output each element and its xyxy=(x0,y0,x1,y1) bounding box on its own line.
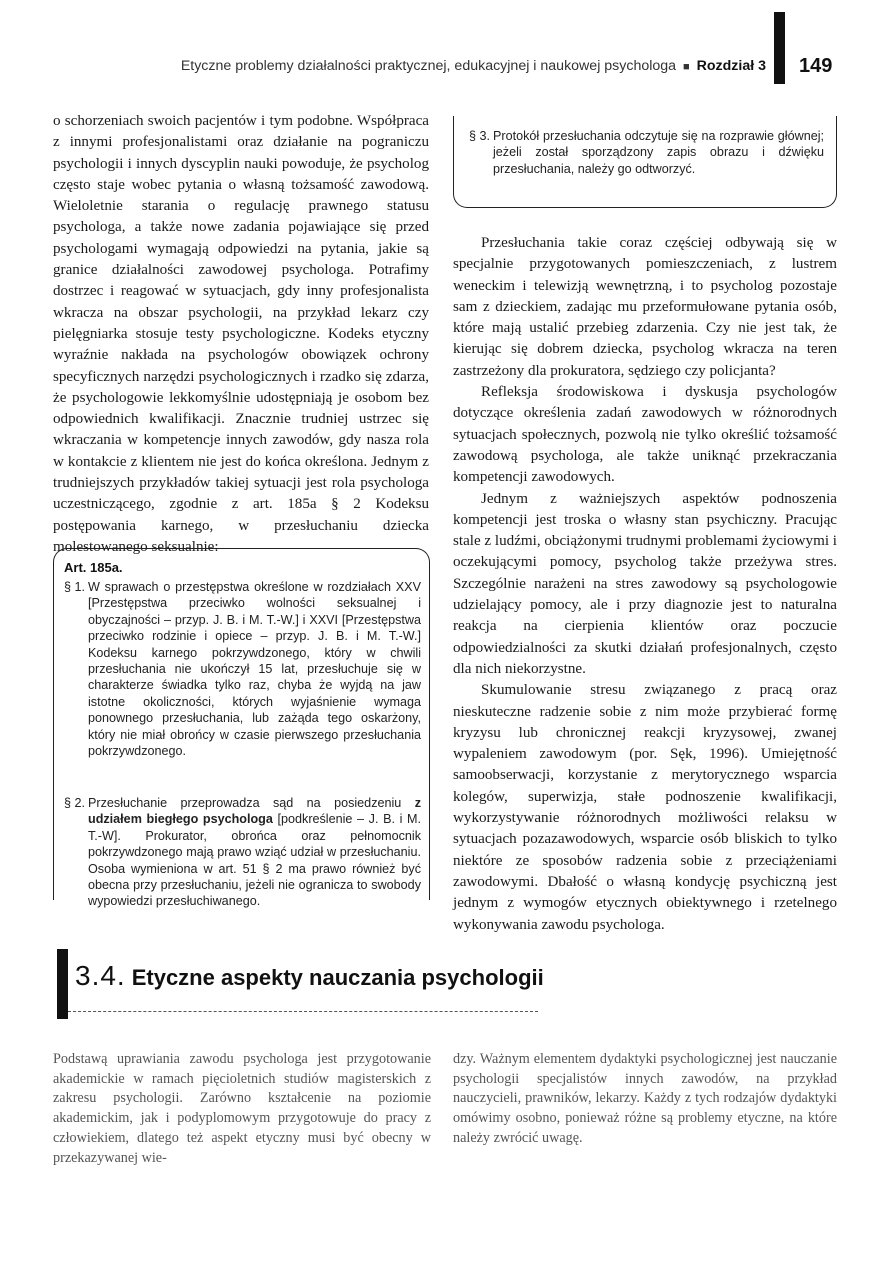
section-number: 3.4. xyxy=(75,960,126,991)
right-paragraph: Skumulowanie stresu związanego z pracą oraz nieskuteczne radzenie sobie z nim może przybierać formę kryzysu lub chronicznej reakcji kryzysowej, zwanej wypaleniem zawodowym (por. Sęk, 1996). Umiejętność samoobserwacji, korzystanie z merytorycznego wsparcia kolegów, superwizja, stałe podnoszenie kwalifikacji, wykorzystywanie różnorodnych możliwości relaksu w sytuacjach pozazawodowych, wsparcie osób bliskich to tylko niektóre ze sposobów radzenia sobie z przeciążeniami zawodowymi. Dbałość o własną kondycję psychiczną jest jednym z wymogów etycznych obiektywnego i rzetelnego wykonywania zawodu psychologa. xyxy=(453,682,837,933)
article-item-text-before: Przesłuchanie przeprowadza sąd na posiedzeniu xyxy=(88,796,415,810)
article-item-text: W sprawach o przestępstwa określone w rozdziałach XXV [Przestępstwa przeciwko wolności seksualnej i obyczajności – przyp. J. B. i M. T.-W.] i XXVI [Przestępstwa przeciwko rodzinie i opiece – przyp. J. B. i M. T.-W.] Kodeksu karnego pokrzywdzonego, który w chwili przesłuchania nie ukończył 15 lat, przesłuchuje się w charakterze świadka tylko raz, chyba że wyjdą na jaw istotne okoliczności, których wyjaśnienie wymaga ponownego przesłuchania, lub zażąda tego oskarżony, który nie miał obrońcy w czasie pierwszego przesłuchania pokrzywdzonego. xyxy=(88,580,421,759)
header-rule xyxy=(774,12,785,84)
chapter-label: Rozdział 3 xyxy=(696,58,766,74)
page-number: 149 xyxy=(799,55,833,77)
right-column xyxy=(453,233,837,936)
section-bar xyxy=(57,949,68,1019)
paragraph-box-text: Protokół przesłuchania odczytuje się na rozprawie głównej; jeżeli został sporządzony zapis obrazu i dźwięku przesłuchania, należy go odtworzyć. xyxy=(493,129,824,176)
section-heading xyxy=(75,960,544,992)
bottom-left-column: Podstawą uprawiania zawodu psychologa jest przygotowanie akademickie w ramach pięcioletnich studiów magisterskich z zakresu psychologii. Zarówno kształcenie na poziomie akademickim, jak i podyplomowym przygotowuje do pracy z człowiekiem, dlatego też aspekt etyczny musi być obecny w przekazywanej wie- xyxy=(53,1051,431,1166)
article-item xyxy=(64,579,421,789)
right-paragraph: Jednym z ważniejszych aspektów podnoszenia kompetencji jest troska o własny stan psychiczny. Pracując stale z ludźmi, obciążonymi trudnymi problemami życiowymi i oczekującymi pomocy, psycholog także przeżywa stres. Szczególnie narażeni na stres zawodowy są psychologowie udzielający pomocy, ale i przy diagnozie jest to naturalna reakcja na cierpienia klientów oraz poczucie odpowiedzialności za skutki działań profesjonalnych, często dla nich niekorzystne. xyxy=(453,490,837,677)
article-item-text-bold: z udziałem biegłego psychologa xyxy=(88,796,421,827)
article-item-number: § 1. xyxy=(64,580,86,594)
section-rule xyxy=(68,1011,538,1012)
right-paragraph: Refleksja środowiskowa i dyskusja psychologów dotyczące określenia zadań zawodowych w różnorodnych sytuacjach społecznych, pozwolą nie tylko określić tożsamość zawodową psychologa, ale także uniknąć przekraczania kompetencji zawodowych. xyxy=(453,384,837,486)
running-title: Etyczne problemy działalności praktycznej, edukacyjnej i naukowej psychologa xyxy=(180,58,677,74)
article-item-number: § 2. xyxy=(64,796,86,810)
right-paragraph: Przesłuchania takie coraz częściej odbywają się w specjalnie przygotowanych pomieszczeniach, z lustrem weneckim i telewizją wewnętrzną, i to psycholog pozostaje sam z dzieckiem, zadając mu przeformułowane pytania osób, które mają ustalić przebieg zdarzenia. Czy nie jest tak, że kierując się dobrem dziecka, psycholog wkracza na teren zastrzeżony dla prokuratora, sędziego czy policjanta? xyxy=(453,235,837,379)
left-paragraph: o schorzeniach swoich pacjentów i tym podobne. Współpraca z innymi profesjonalistami oraz działanie na pograniczu psychologii i innych dyscyplin nauki powoduje, że psycholog często staje wobec pytania o własną tożsamość zawodową. Wieloletnie starania o regulację prawnego statusu psychologa, a także nowe zadania pojawiające się przed psychologami wymagają odpowiedzi na pytania, jakie są granice działalności zawodowej psychologa. Potrafimy dostrzec i reagować w sytuacjach, gdy inny profesjonalista wkracza na obszar psychologii, na przykład lekarz czy pielęgniarka stosuje testy psychologiczne. Kodeks etyczny wyraźnie nakłada na psychologów obowiązek ochrony specyficznych narzędzi psychologicznych i rzadko się zdarza, że psychologowie lekkomyślnie udostępniają je osobom bez odpowiednich kwalifikacji. Znacznie trudniej ustrzec się wkraczania w kompetencje innych zawodów, gdy nasza rola w kontakcie z klientem nie jest do końca określona. Jednym z trudniejszych przykładów takiej sytuacji jest rola psychologa uczestniczącego, zgodnie z art. 185a § 2 Kodeksu postępowania karnego, w przesłuchaniu dziecka molestowanego seksualnie: xyxy=(53,113,429,555)
left-column xyxy=(53,111,429,558)
paragraph-box-number: § 3. xyxy=(469,129,491,143)
article-title: Art. 185a. xyxy=(64,560,123,575)
header-bullet-icon: ■ xyxy=(683,61,690,73)
bottom-right-column: dzy. Ważnym elementem dydaktyki psychologicznej jest nauczanie psychologii specjalistów innych zawodów, na przykład nauczycieli, prawników, lekarzy. Każdy z tych rodzajów dydaktyki omówimy osobno, ponieważ różne są problemy etyczne, na które należy zwrócić uwagę. xyxy=(453,1051,837,1146)
article-item xyxy=(64,795,421,909)
running-header xyxy=(150,58,766,74)
article-box xyxy=(53,548,430,909)
paragraph-box xyxy=(453,116,837,208)
article-item-text-after: [podkreślenie – J. B. i M. T.-W]. Prokurator, obrońca oraz pełnomocnik pokrzywdzonego mają prawo wziąć udział w przesłuchaniu. Osoba wymieniona w art. 51 § 2 ma prawo również być obecna przy przesłuchaniu, jeżeli nie ogranicza to swobody wypowiedzi przesłuchiwanego. xyxy=(88,812,421,909)
section-title: Etyczne aspekty nauczania psychologii xyxy=(131,965,544,990)
article-item-text xyxy=(88,795,421,910)
